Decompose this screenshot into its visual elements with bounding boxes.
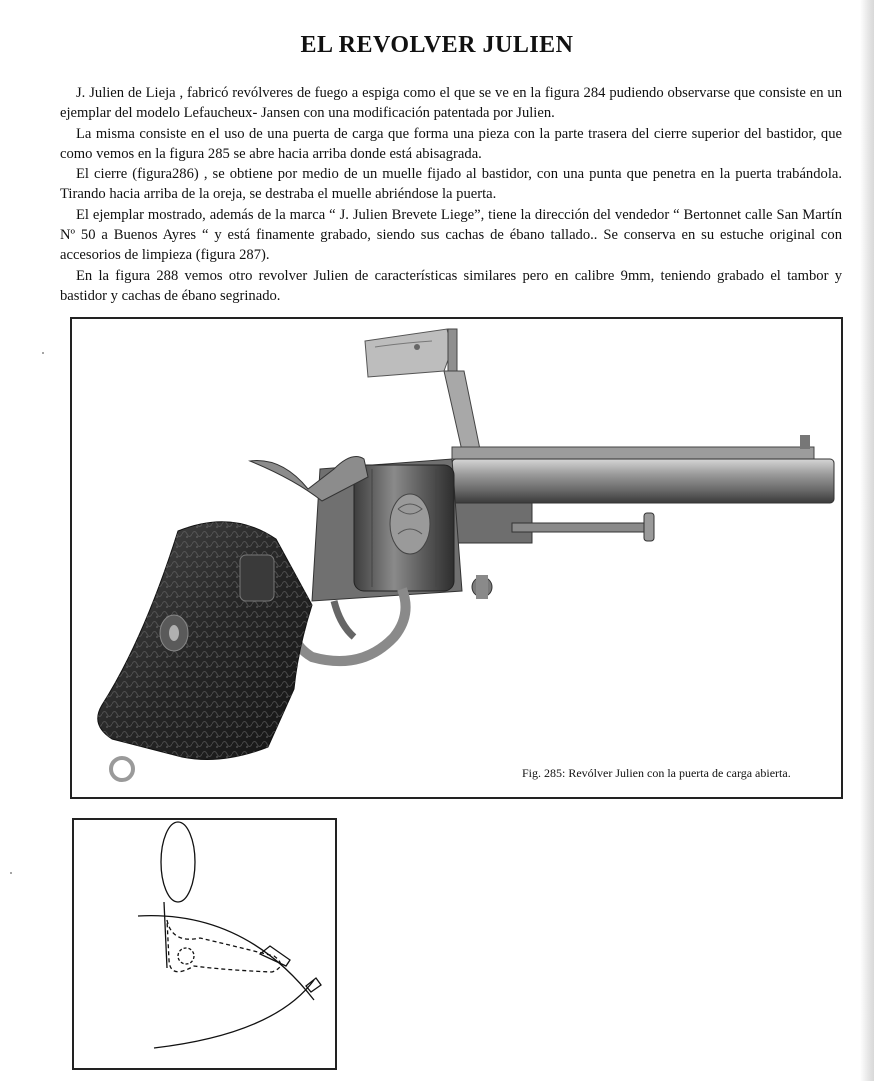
paragraph-2: La misma consiste en el uso de una puerta de carga que forma una pieza con la parte trasera del cierre superior del bastidor, que como vemos en la figura 285 se abre hacia arriba donde está abisagrada.	[60, 125, 842, 162]
revolver-photo	[72, 319, 843, 799]
print-speck	[10, 872, 12, 874]
figure-285-photo	[70, 317, 843, 799]
page-title: EL REVOLVER JULIEN	[300, 32, 574, 58]
paragraph-4: El ejemplar mostrado, además de la marca “ J. Julien Brevete Liege”, tiene la dirección del vendedor “ Bertonnet calle San Martín Nº 50 a Buenos Ayres “ y está finamente grabado, siendo sus cachas de ébano tallado.. Se conserva en su estuche original con accesorios de limpieza (figura 287).	[60, 206, 842, 264]
pin-circle	[178, 948, 194, 964]
tip-rectangle	[306, 978, 321, 992]
paragraph-5: En la figura 288 vemos otro revolver Julien de características similares pero en calibre 9mm, teniendo grabado el tambor y bastidor y cachas de ébano segrinado.	[60, 267, 842, 304]
print-speck	[42, 352, 44, 354]
paragraph-1: J. Julien de Lieja , fabricó revólveres de fuego a espiga como el que se ve en la figura 284 pudiendo observarse que consiste en un ejemplar del modelo Lefaucheux- Jansen con una modificación patentada por Julien.	[60, 85, 842, 122]
frame-lower-curve	[154, 980, 314, 1048]
page-edge-shadow	[860, 0, 874, 1081]
carved-ebony-grip	[98, 522, 312, 780]
article-body	[60, 83, 842, 306]
figure-285-caption: Fig. 285: Revólver Julien con la puerta de carga abierta.	[522, 766, 791, 780]
ear-oval	[161, 822, 195, 902]
spring-dashed	[167, 920, 281, 972]
gate-outline	[164, 902, 167, 968]
paragraph-3: El cierre (figura286) , se obtiene por medio de un muelle fijado al bastidor, con una punta que penetra en la puerta trabándola. Tirando hacia arriba de la oreja, se destraba el muelle abriéndose la puerta.	[60, 166, 842, 203]
figure-286-diagram	[72, 818, 337, 1070]
latch-diagram	[74, 820, 337, 1070]
